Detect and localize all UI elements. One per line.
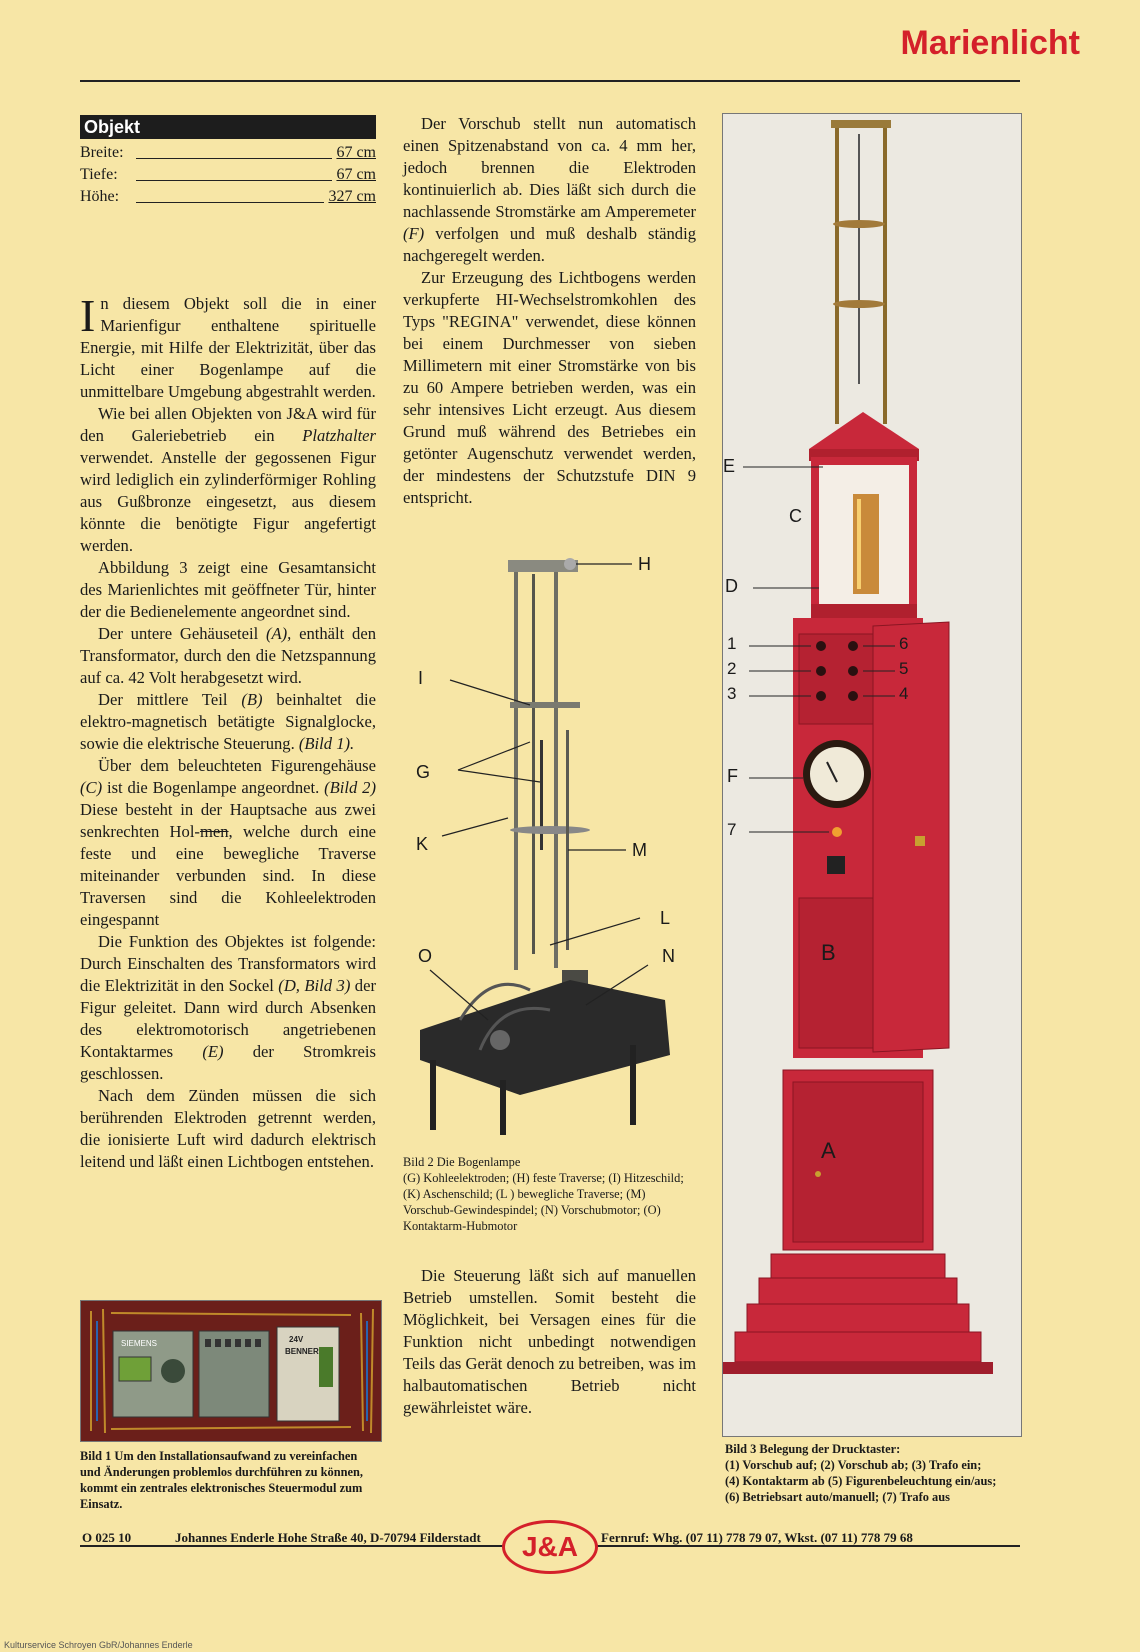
- bild3-caption-line: (4) Kontaktarm ab (5) Figurenbeleuchtung ein/aus;: [725, 1474, 997, 1488]
- label-C: C: [789, 506, 802, 526]
- psu-voltage-label: 24V: [289, 1335, 304, 1344]
- text: Diese besteht in der Hauptsache aus zwei senkrechten Hol-: [80, 800, 376, 841]
- arc-lamp-illustration: [400, 550, 700, 1150]
- text: enthält den Transformator, durch den die Netzspannung auf ca. 42 Volt herabgesetzt wird.: [80, 624, 376, 687]
- spec-value: 67 cm: [336, 144, 376, 161]
- bild2-caption-text: (G) Kohleelektroden; (H) feste Traverse; (I) Hitzeschild; (K) Aschenschild; (L ) bewegliche Traverse; (M) Vorschub-Gewindespindel; (N) Vorschubmotor; (O) Kontaktarm-Hubmotor: [403, 1171, 684, 1233]
- image-credit: Kulturservice Schroyen GbR/Johannes Enderle: [4, 1640, 193, 1650]
- text: Der untere Gehäuseteil: [98, 624, 266, 643]
- bild3-photo: [722, 113, 1022, 1437]
- paragraph: Die Steuerung läßt sich auf manuellen Betrieb umstellen. Somit besteht die Möglichkeit, bei Versagen eines für die Funktion nicht unbedingt notwendigen Teils das Gerät denoch zu betreiben, was im halbautomatischen Betrieb nicht gewährleistet wäre.: [403, 1266, 696, 1417]
- bild3-caption-line: (1) Vorschub auf; (2) Vorschub ab; (3) Trafo ein;: [725, 1458, 982, 1472]
- bild3-caption-line: (6) Betriebsart auto/manuell; (7) Trafo aus: [725, 1490, 950, 1504]
- footer-phone: Fernruf: Whg. (07 11) 778 79 07, Wkst. (07 11) 778 79 68: [601, 1530, 913, 1545]
- left-column: [80, 290, 377, 1173]
- bild2-caption-title: Bild 2 Die Bogenlampe: [403, 1155, 521, 1169]
- paragraph: Abbildung 3 zeigt eine Gesamtansicht des Marienlichtes mit geöffneter Tür, hinter der die Bedienelemente angeordnet sind.: [80, 558, 376, 621]
- footer-address: Johannes Enderle Hohe Straße 40, D-70794 Filderstadt: [175, 1530, 481, 1545]
- spec-dotline: [136, 166, 332, 181]
- label-2: 2: [727, 659, 737, 678]
- text: Der mittlere Teil: [98, 690, 242, 709]
- label-1: 1: [727, 634, 737, 653]
- text: Die Funktion des Objektes ist folgende: Durch Einschalten des Transformators wird die Elektrizität in den Sockel: [80, 932, 376, 995]
- middle-column-bottom: [403, 1265, 696, 1419]
- label-K: K: [416, 834, 429, 854]
- footer-code: O 025 10: [82, 1530, 132, 1545]
- label-F: F: [727, 766, 738, 786]
- label-5: 5: [899, 659, 909, 678]
- label-O: O: [418, 946, 433, 966]
- paragraph: [80, 931, 376, 1085]
- bild1-caption: Bild 1 Um den Installationsaufwand zu vereinfachen und Änderungen problemlos durchführen zu können, kommt ein zentrales elektronisches Steuermodul zum Einsatz.: [80, 1449, 364, 1511]
- label-A: A: [821, 1138, 836, 1163]
- label-6: 6: [899, 634, 909, 653]
- spec-value: 67 cm: [336, 166, 376, 183]
- paragraph-intro: [80, 290, 376, 403]
- bild3-caption-title: Bild 3 Belegung der Drucktaster:: [725, 1442, 901, 1456]
- spec-label: Höhe:: [80, 188, 120, 205]
- middle-column-top: [403, 113, 696, 509]
- header-rule: [80, 80, 1020, 82]
- bild2-figure: [400, 550, 700, 1150]
- text-italic: (Bild 1).: [298, 734, 355, 753]
- text-italic: (A),: [265, 624, 292, 643]
- marienlicht-cabinet-illustration: [723, 114, 1021, 1436]
- text: Über dem beleuchteten Figurengehäuse: [98, 756, 376, 775]
- page-title: Marienlicht: [900, 24, 1080, 62]
- label-L: L: [660, 908, 671, 928]
- paragraph: [403, 113, 696, 267]
- label-D: D: [725, 576, 738, 596]
- bild1-photo: [80, 1300, 382, 1442]
- spec-row-tiefe: [80, 166, 376, 184]
- paragraph: [80, 689, 376, 755]
- paragraph: Nach dem Zünden müssen die sich berührenden Elektroden getrennt werden, die ionisierte Luft wird dadurch elektrisch leitend und läßt einen Lichtbogen entstehen.: [80, 1086, 376, 1171]
- spec-label: Breite:: [80, 144, 124, 161]
- text-struck: men: [199, 822, 229, 841]
- text: Wie bei allen Objekten von J&A wird für den Galeriebetrieb ein: [80, 404, 376, 445]
- label-G: G: [416, 762, 431, 782]
- spec-value: 327 cm: [328, 188, 376, 205]
- label-E: E: [723, 456, 736, 476]
- text-italic: (D, Bild 3): [278, 976, 351, 995]
- text-italic: (F): [403, 224, 425, 243]
- objekt-heading: Objekt: [80, 115, 376, 139]
- paragraph: [80, 623, 376, 689]
- bild2-caption: [403, 1154, 696, 1234]
- label-B: B: [821, 940, 836, 965]
- text-italic: Platzhalter: [302, 426, 376, 445]
- spec-dotline: [136, 144, 332, 159]
- spec-row-hoehe: [80, 188, 376, 206]
- text-italic: (Bild 2): [324, 778, 376, 797]
- text: beinhaltet die elektro-magnetisch betätigte Signalglocke, sowie die elektrische Steuerung.: [80, 690, 377, 753]
- label-3: 3: [727, 684, 737, 703]
- text: der Stromkreis geschlossen.: [80, 1042, 376, 1083]
- text-italic: (E): [202, 1042, 224, 1061]
- label-N: N: [662, 946, 675, 966]
- spec-dotline: [136, 188, 324, 203]
- label-M: M: [632, 840, 647, 860]
- paragraph-text: n diesem Objekt soll die in einer Marienfigur enthaltene spirituelle Energie, mit Hilfe der Elektrizität, über das Licht einer Bogenlampe auf die unmittelbare Umgebung abgestrahlt werden.: [80, 294, 376, 401]
- plc-brand-label: SIEMENS: [121, 1339, 158, 1348]
- text-italic: (C): [80, 778, 103, 797]
- plc-module-illustration: [81, 1301, 381, 1441]
- spec-label: Tiefe:: [80, 166, 118, 183]
- label-4: 4: [899, 684, 909, 703]
- drop-cap: I: [80, 290, 96, 341]
- bild3-caption: [725, 1441, 1021, 1505]
- text: , welche durch eine feste und eine bewegliche Traverse miteinander verbunden sind. In diese Traversen sind die Kohleelektroden eingespannt: [80, 822, 377, 929]
- paragraph: Zur Erzeugung des Lichtbogens werden verkupferte HI-Wechselstromkohlen des Typs "REGINA" verwendet, diese können bei einem Durchmesser von sieben Millimetern mit einer Stromstärke von bis zu 60 Ampere betrieben werden, was ein sehr intensives Licht erzeugt. Aus diesem Grund muß während des Betriebes ein getönter Augenschutz verwendet werden, der mindestens der Schutzstufe DIN 9 entspricht.: [403, 268, 696, 507]
- text: Der Vorschub stellt nun automatisch einen Spitzenabstand von ca. 4 mm her, jedoch brennen die Elektroden kontinuierlich ab. Dies läßt sich durch die nachlassende Stromstärke am Amperemeter: [403, 114, 696, 221]
- label-I: I: [418, 668, 424, 688]
- label-H: H: [638, 554, 651, 574]
- text-italic: (B): [241, 690, 263, 709]
- label-7: 7: [727, 820, 737, 839]
- text: verwendet. Anstelle der gegossenen Figur wird lediglich ein zylinderförmiger Rohling aus Gußbronze eingesetzt, aus diesem könnte die benötigte Figur angefertigt werden.: [80, 448, 376, 555]
- paragraph: [80, 755, 376, 931]
- ja-logo: J&A: [502, 1520, 598, 1574]
- text: verfolgen und muß deshalb ständig nachgeregelt werden.: [403, 224, 696, 265]
- spec-row-breite: [80, 144, 376, 162]
- paragraph: [80, 403, 376, 557]
- text: der Figur geleitet. Dann wird durch Absenken des elektromotorisch angetriebenen Kontaktarmes: [80, 976, 376, 1061]
- text: ist die Bogenlampe angeordnet.: [102, 778, 325, 797]
- psu-brand-label: BENNER: [285, 1347, 319, 1356]
